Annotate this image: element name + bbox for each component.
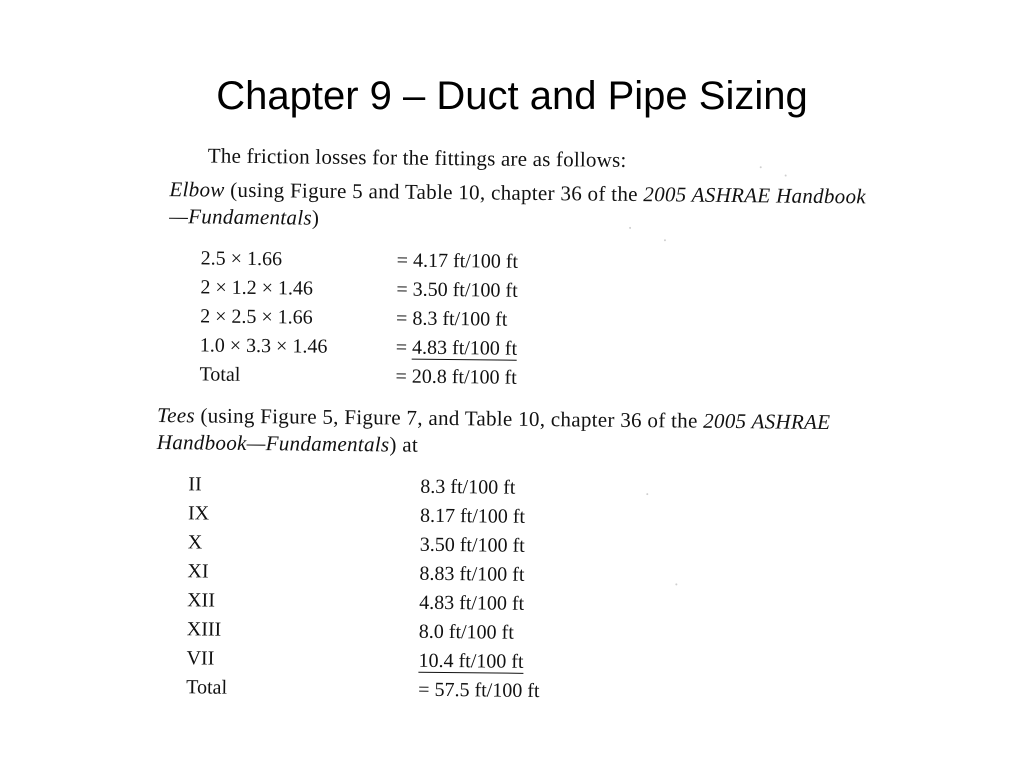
tees-heading-italic: Tees [156, 402, 195, 428]
tees-row-value: 8.3 ft/100 ft [420, 475, 516, 499]
elbow-row-label: 2.5 × 1.66 [200, 247, 283, 271]
tees-heading-text: (using Figure 5, Figure 7, and Table 10, chapter 36 of the [194, 403, 704, 433]
scanned-page [154, 138, 880, 716]
elbow-row-value: = 8.3 ft/100 ft [396, 307, 508, 331]
scan-speckle [646, 493, 648, 495]
elbow-heading-italic: Elbow [169, 177, 225, 202]
elbow-row-label: 2 × 2.5 × 1.66 [200, 305, 313, 329]
scan-speckle [675, 583, 677, 585]
elbow-row-label: 1.0 × 3.3 × 1.46 [199, 334, 328, 358]
tees-row-value: 3.50 ft/100 ft [419, 533, 525, 557]
elbow-heading-close: ) [311, 205, 320, 230]
tees-row-label: II [188, 473, 202, 496]
intro-text: The friction losses for the fittings are as follows: [207, 143, 627, 172]
elbow-total-label: Total [199, 363, 241, 386]
tees-row-label: XI [187, 560, 209, 583]
elbow-heading [169, 176, 870, 237]
tees-row-label: XIII [186, 618, 222, 641]
tees-total-value: = 57.5 ft/100 ft [418, 678, 540, 703]
tees-heading-reference: 2005 ASHRAE Handbook—Fundamentals [156, 408, 831, 457]
elbow-heading-reference: 2005 ASHRAE Handbook—Fundamentals [169, 182, 867, 230]
elbow-row-value: = 3.50 ft/100 ft [396, 278, 518, 302]
tees-row-value: 4.83 ft/100 ft [419, 591, 525, 615]
elbow-row-value: = 4.17 ft/100 ft [396, 249, 519, 273]
scan-speckle [760, 166, 762, 168]
tees-heading-close: ) at [389, 432, 419, 457]
elbow-total-value: = 20.8 ft/100 ft [395, 365, 517, 389]
elbow-table [199, 244, 519, 389]
elbow-row-value-underlined: 4.83 ft/100 ft [411, 336, 518, 360]
scan-speckle [664, 239, 666, 241]
tees-row-label: XII [187, 589, 216, 612]
tees-row-value: 8.0 ft/100 ft [418, 620, 514, 644]
elbow-row-value-prefix: = [395, 336, 413, 359]
tees-total-label: Total [186, 676, 228, 699]
tees-row-label: VII [186, 647, 215, 670]
tees-row-value: 8.83 ft/100 ft [419, 562, 525, 586]
tees-row-label: IX [187, 502, 210, 525]
scan-speckle [785, 175, 787, 177]
elbow-heading-text: (using Figure 5 and Table 10, chapter 36 of the [224, 177, 644, 207]
scan-speckle [629, 227, 631, 229]
tees-row-value [418, 647, 523, 677]
elbow-row-label: 2 × 1.2 × 1.46 [200, 276, 314, 300]
tees-heading [157, 402, 858, 463]
tees-row-value-underlined: 10.4 ft/100 ft [418, 649, 524, 673]
slide-title: Chapter 9 – Duct and Pipe Sizing [216, 74, 808, 118]
elbow-row-value [396, 333, 518, 363]
tees-row-value: 8.17 ft/100 ft [419, 504, 526, 528]
tees-table [186, 470, 540, 703]
tees-row-label: X [187, 531, 203, 554]
